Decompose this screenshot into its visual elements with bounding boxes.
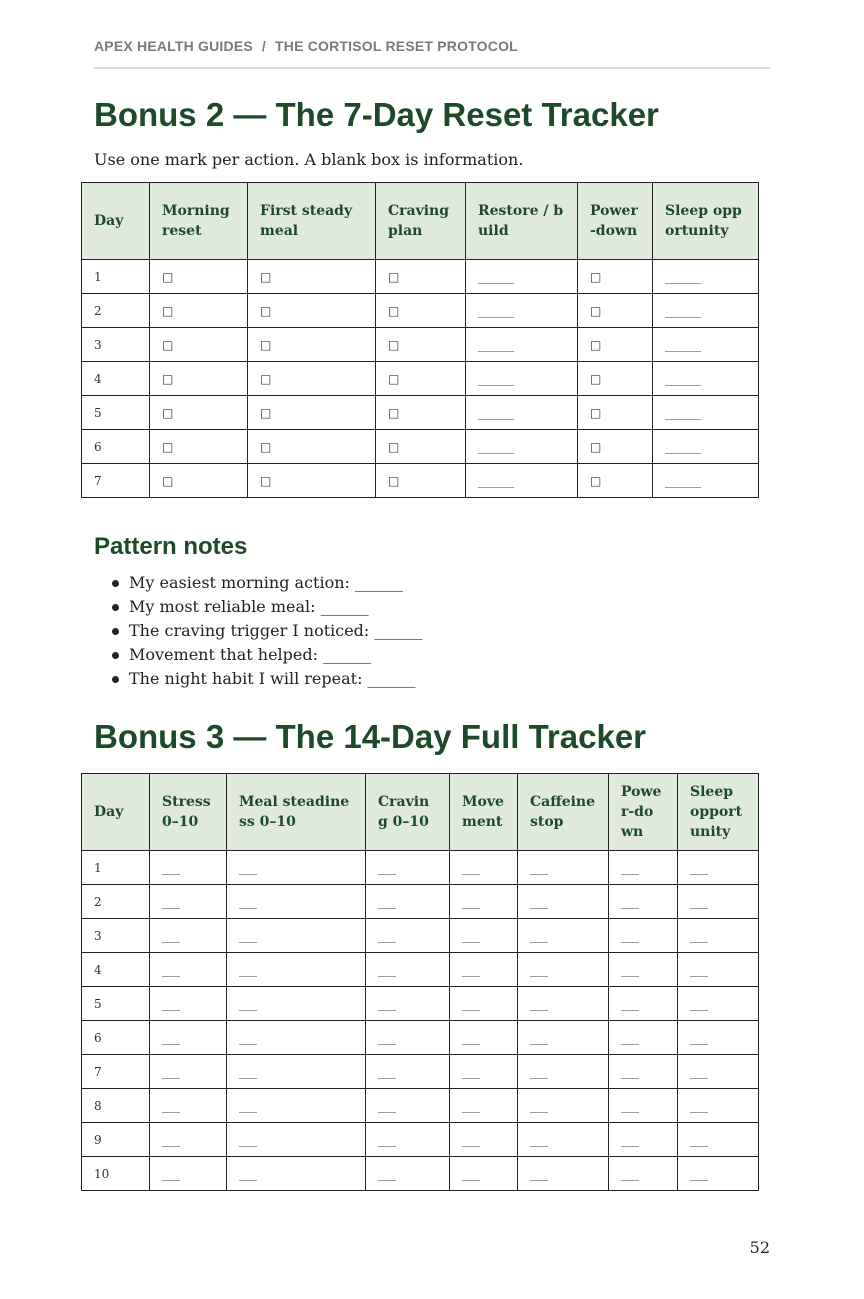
checkbox-cell[interactable]: □ (248, 362, 376, 396)
blank-cell[interactable]: ___ (366, 1055, 450, 1089)
blank-cell[interactable]: ______ (653, 396, 759, 430)
blank-cell[interactable]: ___ (150, 987, 227, 1021)
fourteen-day-tracker-table (81, 773, 759, 1191)
table-row (82, 885, 759, 919)
blank-cell[interactable]: ___ (518, 885, 609, 919)
table-row (82, 851, 759, 885)
blank-cell[interactable]: ______ (466, 294, 578, 328)
blank-cell[interactable]: ___ (227, 987, 366, 1021)
blank-cell[interactable]: ___ (450, 919, 518, 953)
column-header: Craving 0–10 (366, 774, 450, 851)
checkbox-cell[interactable]: □ (578, 260, 653, 294)
blank-cell[interactable]: ___ (450, 1021, 518, 1055)
blank-cell[interactable]: ___ (518, 1089, 609, 1123)
blank-cell[interactable]: ______ (466, 362, 578, 396)
day-number: 4 (82, 953, 150, 987)
column-header: Power-down (578, 183, 653, 260)
column-header: Sleep opportunity (678, 774, 759, 851)
column-header: Day (82, 183, 150, 260)
checkbox-cell[interactable]: □ (150, 328, 248, 362)
blank-cell[interactable]: ___ (366, 885, 450, 919)
page-number: 52 (749, 1238, 770, 1257)
checkbox-cell[interactable]: □ (150, 294, 248, 328)
blank-cell[interactable]: ___ (518, 987, 609, 1021)
blank-cell[interactable]: ___ (678, 1021, 759, 1055)
list-item: My easiest morning action: ______ (107, 571, 422, 595)
blank-cell[interactable]: ___ (150, 851, 227, 885)
blank-cell[interactable]: ______ (653, 464, 759, 498)
blank-cell[interactable]: ___ (609, 953, 678, 987)
blank-cell[interactable]: ___ (450, 1055, 518, 1089)
blank-cell[interactable]: ___ (518, 851, 609, 885)
pattern-notes-title: Pattern notes (94, 533, 248, 560)
blank-cell[interactable]: ___ (678, 885, 759, 919)
checkbox-cell[interactable]: □ (150, 396, 248, 430)
blank-cell[interactable]: ___ (366, 1089, 450, 1123)
blank-cell[interactable]: ___ (366, 1123, 450, 1157)
day-number: 3 (82, 328, 150, 362)
column-header: Morning reset (150, 183, 248, 260)
column-header: Restore / build (466, 183, 578, 260)
column-header: Movement (450, 774, 518, 851)
column-header: Caffeine stop (518, 774, 609, 851)
day-number: 2 (82, 294, 150, 328)
blank-cell[interactable]: ___ (609, 1055, 678, 1089)
checkbox-cell[interactable]: □ (248, 328, 376, 362)
checkbox-cell[interactable]: □ (376, 294, 466, 328)
blank-cell[interactable]: ______ (466, 260, 578, 294)
list-item: Movement that helped: ______ (107, 643, 422, 667)
checkbox-cell[interactable]: □ (150, 464, 248, 498)
blank-cell[interactable]: ___ (518, 1123, 609, 1157)
checkbox-cell[interactable]: □ (578, 328, 653, 362)
day-number: 7 (82, 464, 150, 498)
blank-cell[interactable]: ___ (678, 1055, 759, 1089)
blank-cell[interactable]: ___ (227, 885, 366, 919)
table-row (82, 953, 759, 987)
checkbox-cell[interactable]: □ (578, 396, 653, 430)
blank-cell[interactable]: ___ (609, 851, 678, 885)
blank-cell[interactable]: ___ (150, 953, 227, 987)
day-number: 6 (82, 430, 150, 464)
blank-cell[interactable]: ___ (609, 885, 678, 919)
table-row (82, 260, 759, 294)
blank-cell[interactable]: ___ (450, 1157, 518, 1191)
blank-cell[interactable]: ___ (678, 919, 759, 953)
blank-cell[interactable]: ______ (653, 294, 759, 328)
column-header: Sleep opportunity (653, 183, 759, 260)
list-item: The craving trigger I noticed: ______ (107, 619, 422, 643)
table-row (82, 987, 759, 1021)
checkbox-cell[interactable]: □ (150, 362, 248, 396)
list-item: My most reliable meal: ______ (107, 595, 422, 619)
day-number: 5 (82, 396, 150, 430)
blank-cell[interactable]: ___ (366, 1157, 450, 1191)
day-number: 5 (82, 987, 150, 1021)
blank-cell[interactable]: ___ (450, 953, 518, 987)
blank-cell[interactable]: ___ (678, 953, 759, 987)
blank-cell[interactable]: ______ (653, 362, 759, 396)
bonus2-title: Bonus 2 — The 7-Day Reset Tracker (94, 96, 659, 133)
table-row (82, 464, 759, 498)
seven-day-tracker-table (81, 182, 759, 498)
blank-cell[interactable]: ___ (366, 953, 450, 987)
table-row (82, 919, 759, 953)
blank-cell[interactable]: ___ (150, 919, 227, 953)
blank-cell[interactable]: ___ (227, 919, 366, 953)
table-row (82, 1123, 759, 1157)
blank-cell[interactable]: ___ (678, 987, 759, 1021)
blank-cell[interactable]: ___ (150, 885, 227, 919)
blank-cell[interactable]: ______ (466, 328, 578, 362)
table-header-row (82, 183, 759, 260)
bonus3-title: Bonus 3 — The 14-Day Full Tracker (94, 718, 647, 755)
checkbox-cell[interactable]: □ (578, 362, 653, 396)
blank-cell[interactable]: ______ (653, 430, 759, 464)
blank-cell[interactable]: ___ (678, 1157, 759, 1191)
blank-cell[interactable]: ______ (653, 328, 759, 362)
checkbox-cell[interactable]: □ (248, 396, 376, 430)
blank-cell[interactable]: ___ (609, 1089, 678, 1123)
checkbox-cell[interactable]: □ (248, 430, 376, 464)
blank-cell[interactable]: ___ (227, 1055, 366, 1089)
blank-cell[interactable]: ___ (366, 919, 450, 953)
checkbox-cell[interactable]: □ (578, 294, 653, 328)
blank-cell[interactable]: ______ (466, 430, 578, 464)
checkbox-cell[interactable]: □ (578, 430, 653, 464)
blank-cell[interactable]: ___ (227, 1157, 366, 1191)
blank-cell[interactable]: ___ (609, 1123, 678, 1157)
blank-cell[interactable]: ___ (450, 1089, 518, 1123)
blank-cell[interactable]: ___ (678, 851, 759, 885)
day-number: 9 (82, 1123, 150, 1157)
day-number: 6 (82, 1021, 150, 1055)
column-header: First steady meal (248, 183, 376, 260)
blank-cell[interactable]: ___ (227, 851, 366, 885)
checkbox-cell[interactable]: □ (248, 464, 376, 498)
table-row (82, 396, 759, 430)
checkbox-cell[interactable]: □ (376, 464, 466, 498)
list-item: The night habit I will repeat: ______ (107, 667, 422, 691)
bonus2-intro: Use one mark per action. A blank box is information. (94, 150, 524, 169)
pattern-notes-list (107, 571, 422, 691)
day-number: 2 (82, 885, 150, 919)
blank-cell[interactable]: ______ (653, 260, 759, 294)
day-number: 7 (82, 1055, 150, 1089)
table-row (82, 1089, 759, 1123)
blank-cell[interactable]: ___ (518, 919, 609, 953)
checkbox-cell[interactable]: □ (150, 430, 248, 464)
blank-cell[interactable]: ___ (450, 851, 518, 885)
table-row (82, 1157, 759, 1191)
blank-cell[interactable]: ___ (518, 1055, 609, 1089)
column-header: Day (82, 774, 150, 851)
running-head (94, 38, 518, 54)
blank-cell[interactable]: ___ (366, 1021, 450, 1055)
book-title: THE CORTISOL RESET PROTOCOL (275, 38, 518, 54)
table-row (82, 1021, 759, 1055)
blank-cell[interactable]: ___ (609, 987, 678, 1021)
blank-cell[interactable]: ___ (150, 1021, 227, 1055)
day-number: 8 (82, 1089, 150, 1123)
day-number: 4 (82, 362, 150, 396)
checkbox-cell[interactable]: □ (376, 328, 466, 362)
table-row (82, 294, 759, 328)
blank-cell[interactable]: ___ (678, 1089, 759, 1123)
blank-cell[interactable]: ___ (227, 1021, 366, 1055)
running-head-separator: / (261, 38, 267, 54)
day-number: 1 (82, 260, 150, 294)
blank-cell[interactable]: ___ (150, 1089, 227, 1123)
day-number: 3 (82, 919, 150, 953)
checkbox-cell[interactable]: □ (150, 260, 248, 294)
blank-cell[interactable]: ___ (227, 1089, 366, 1123)
table-row (82, 1055, 759, 1089)
blank-cell[interactable]: ___ (227, 953, 366, 987)
checkbox-cell[interactable]: □ (248, 294, 376, 328)
checkbox-cell[interactable]: □ (578, 464, 653, 498)
column-header: Craving plan (376, 183, 466, 260)
column-header: Stress 0–10 (150, 774, 227, 851)
blank-cell[interactable]: ___ (450, 987, 518, 1021)
blank-cell[interactable]: ___ (678, 1123, 759, 1157)
blank-cell[interactable]: ___ (609, 1157, 678, 1191)
checkbox-cell[interactable]: □ (376, 430, 466, 464)
blank-cell[interactable]: ___ (366, 987, 450, 1021)
blank-cell[interactable]: ___ (150, 1055, 227, 1089)
column-header: Power-down (609, 774, 678, 851)
header-divider (94, 67, 770, 69)
table-row (82, 430, 759, 464)
day-number: 10 (82, 1157, 150, 1191)
table-row (82, 328, 759, 362)
blank-cell[interactable]: ___ (150, 1157, 227, 1191)
checkbox-cell[interactable]: □ (376, 260, 466, 294)
blank-cell[interactable]: ___ (227, 1123, 366, 1157)
blank-cell[interactable]: ______ (466, 464, 578, 498)
blank-cell[interactable]: ___ (150, 1123, 227, 1157)
blank-cell[interactable]: ___ (518, 1021, 609, 1055)
blank-cell[interactable]: ______ (466, 396, 578, 430)
table-header-row (82, 774, 759, 851)
blank-cell[interactable]: ___ (609, 919, 678, 953)
table-row (82, 362, 759, 396)
blank-cell[interactable]: ___ (609, 1021, 678, 1055)
column-header: Meal steadiness 0–10 (227, 774, 366, 851)
blank-cell[interactable]: ___ (518, 1157, 609, 1191)
blank-cell[interactable]: ___ (450, 1123, 518, 1157)
blank-cell[interactable]: ___ (518, 953, 609, 987)
checkbox-cell[interactable]: □ (376, 362, 466, 396)
blank-cell[interactable]: ___ (450, 885, 518, 919)
publisher-name: APEX HEALTH GUIDES (94, 38, 253, 54)
checkbox-cell[interactable]: □ (248, 260, 376, 294)
day-number: 1 (82, 851, 150, 885)
checkbox-cell[interactable]: □ (376, 396, 466, 430)
blank-cell[interactable]: ___ (366, 851, 450, 885)
